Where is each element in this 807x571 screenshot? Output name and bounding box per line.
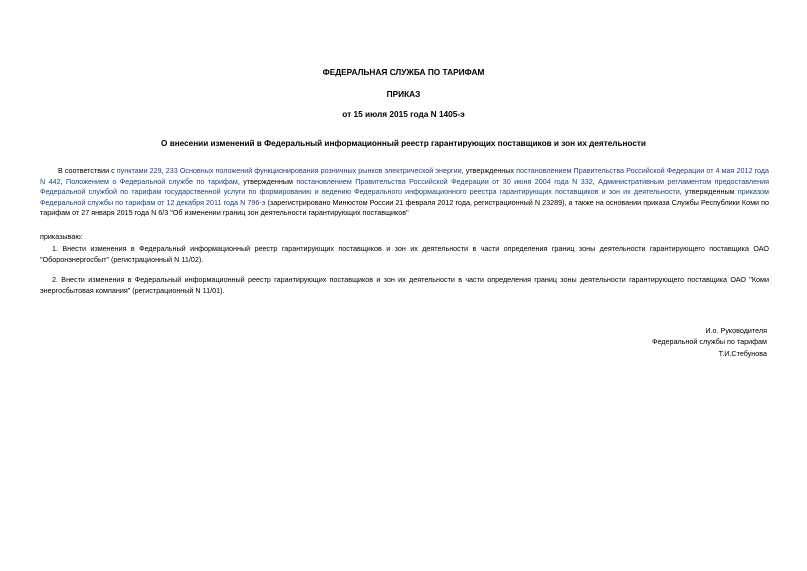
signature-name: Т.И.Стебунова <box>718 348 767 358</box>
intro-text: (зарегистрировано Минюстом России 21 февраля 2012 года, регистрационный N 23289), а также на основании приказа Службы Республики Коми по тарифам от 27 января 2015 года N 6/3 "Об изменении границ зон деятельности гарантирующих поставщиков" <box>40 197 769 218</box>
intro-text: , <box>592 176 599 186</box>
intro-text: , <box>161 166 166 175</box>
link-decree-442[interactable]: постановлением Правительства Российской Федерации от 4 мая 2012 года N 442 <box>40 166 769 186</box>
link-points-229[interactable]: пунктами 229 <box>116 166 162 175</box>
intro-text: В соответствии с <box>58 166 117 175</box>
link-admin-regulation[interactable]: Административным регламентом предоставления Федеральной службой по тарифам государственной услуги по формированию и ведению Федерального информационного реестра гарантирующих поставщиков и зон их деятельности <box>40 176 770 197</box>
link-fst-regulation[interactable]: Положением о Федеральной службе по тарифам <box>66 176 238 186</box>
link-order-796[interactable]: приказом Федеральной службы по тарифам от 12 декабря 2011 года N 796-э <box>40 187 769 207</box>
document-type: ПРИКАЗ <box>386 89 421 99</box>
intro-text: , <box>60 176 67 186</box>
intro-paragraph <box>40 166 769 219</box>
order-item-2: 2. Внести изменения в Федеральный информационный реестр гарантирующих поставщиков и зон их деятельности в части определения границ зоны деятельности гарантирующего поставщика ОАО "Коми энергосбытовая компания" (регистрационный N 11/01). <box>40 275 769 295</box>
document-date: от 15 июля 2015 года N 1405-э <box>342 109 465 119</box>
order-item-1: 1. Внести изменения в Федеральный информационный реестр гарантирующих поставщиков и зон их деятельности в части определения границ зоны деятельности гарантирующего поставщика ОАО "Оборонэнергосбыт" (регистрационный N 11/02). <box>40 244 769 264</box>
signature-block <box>652 325 767 359</box>
signature-position: И.о. Руководителя <box>705 326 767 335</box>
document-title: О внесении изменений в Федеральный информационный реестр гарантирующих поставщиков и зон их деятельности <box>161 139 646 148</box>
link-decree-332[interactable]: постановлением Правительства Российской Федерации от 30 июня 2004 года N 332 <box>296 176 593 186</box>
organization-heading: ФЕДЕРАЛЬНАЯ СЛУЖБА ПО ТАРИФАМ <box>322 67 485 77</box>
link-point-233[interactable]: 233 Основных положений функционирования розничных рынков электрической энергии <box>165 166 462 175</box>
intro-text: , утвержденным <box>237 176 297 186</box>
order-word: приказываю: <box>40 232 83 241</box>
signature-organization: Федеральной службы по тарифам <box>652 337 767 347</box>
intro-text: , утвержденным <box>679 187 738 197</box>
intro-text: , утвержденных <box>461 166 517 175</box>
